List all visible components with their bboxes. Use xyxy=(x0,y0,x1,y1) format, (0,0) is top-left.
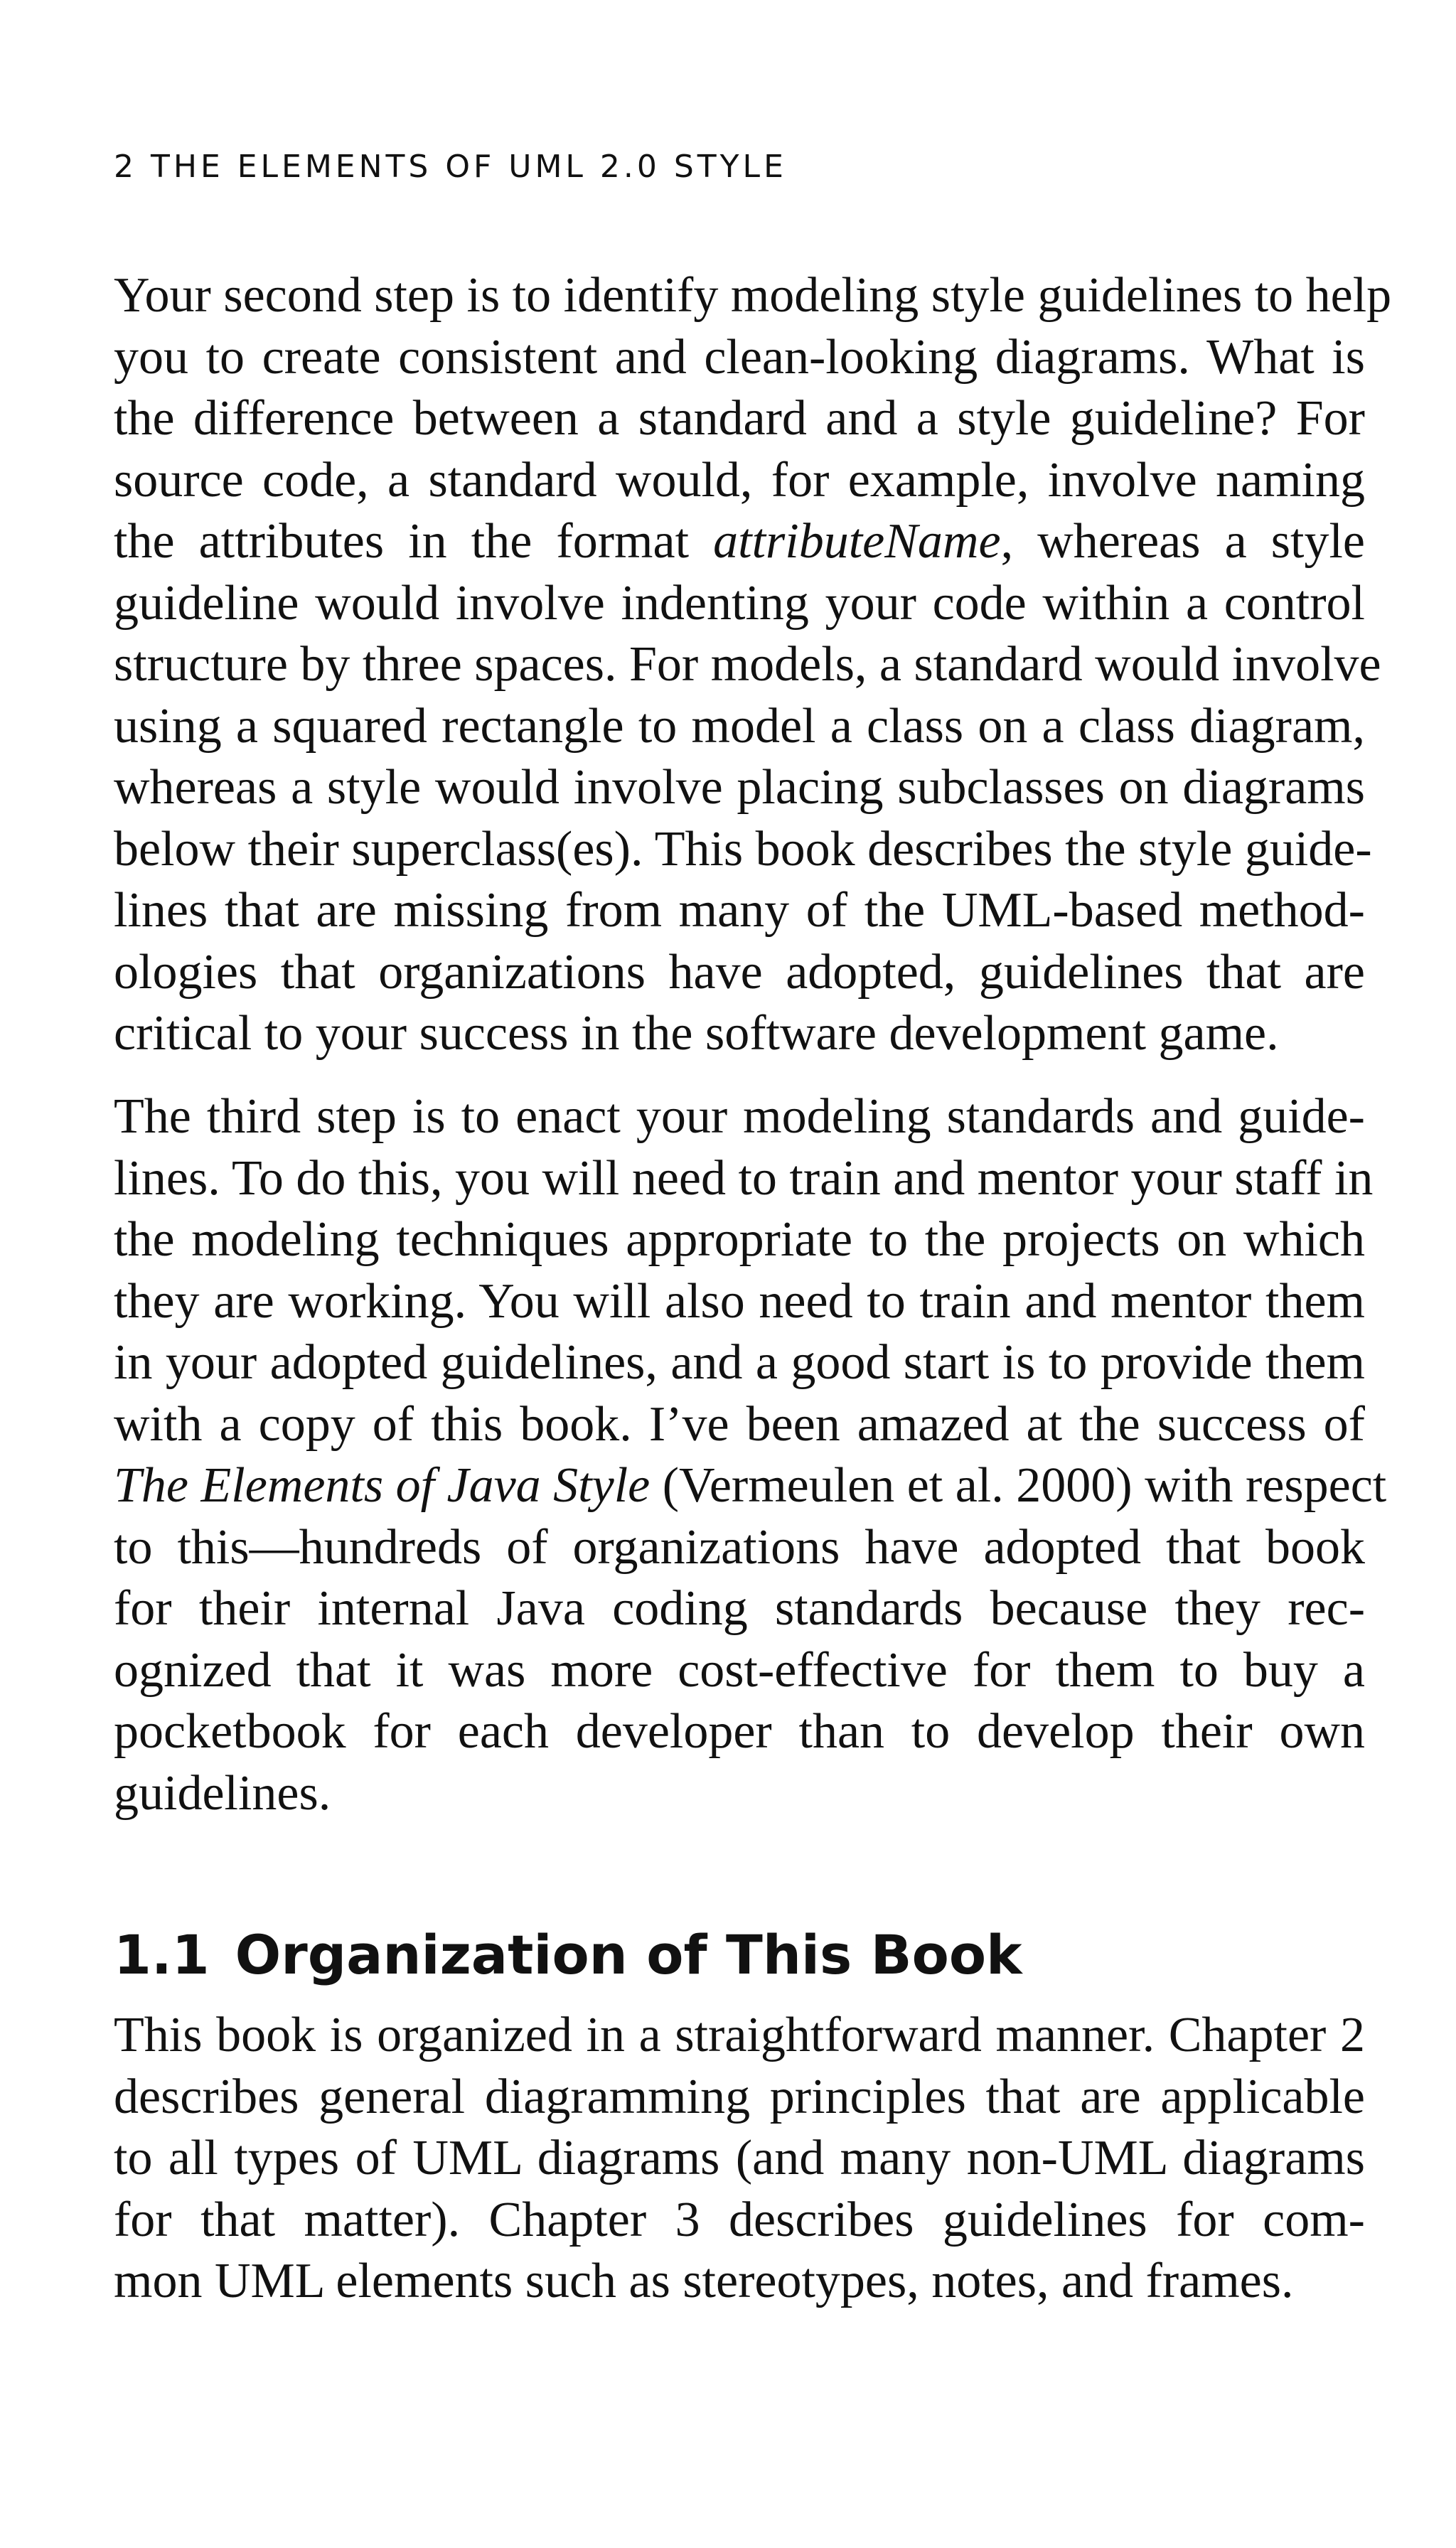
text-line: for that matter). Chapter 3 describes guidelines for com- xyxy=(114,2192,1365,2247)
text-line: for their internal Java coding standards because they rec- xyxy=(114,1581,1365,1636)
text-line: Your second step is to identify modeling style guidelines to help xyxy=(114,268,1392,323)
section-title: Organization of This Book xyxy=(235,1923,1022,1986)
paragraph-style-guidelines xyxy=(114,265,1392,1065)
section-number: 1.1 xyxy=(114,1923,210,1986)
text-line: lines that are missing from many of the UML-based method- xyxy=(114,883,1365,938)
text-line: in your adopted guidelines, and a good start is to provide them xyxy=(114,1335,1365,1390)
text-line: to this—hundreds of organizations have adopted that book xyxy=(114,1519,1365,1575)
text-line: pocketbook for each developer than to develop their own xyxy=(114,1704,1365,1759)
text-line: The Elements of Java Style (Vermeulen et al. 2000) with respect xyxy=(114,1458,1387,1513)
text-line: ologies that organizations have adopted, guidelines that are xyxy=(114,944,1365,1000)
text-line: the modeling techniques appropriate to the projects on which xyxy=(114,1212,1365,1267)
text-line: the difference between a standard and a style guideline? For xyxy=(114,391,1365,446)
text-line: guideline would involve indenting your code within a control xyxy=(114,575,1365,631)
text-line: with a copy of this book. I’ve been amazed at the success of xyxy=(114,1396,1365,1452)
section-heading xyxy=(114,1920,1022,1991)
running-head: 2 THE ELEMENTS OF UML 2.0 STYLE xyxy=(114,149,787,185)
text-line: ognized that it was more cost-effective for them to buy a xyxy=(114,1642,1365,1698)
text-line: whereas a style would involve placing subclasses on diagrams xyxy=(114,760,1365,815)
italic-term: attributeName xyxy=(713,514,1001,569)
text-line: to all types of UML diagrams (and many non-UML diagrams xyxy=(114,2131,1365,2185)
text-line: critical to your success in the software development game. xyxy=(114,1006,1279,1061)
text-line: you to create consistent and clean-looking diagrams. What is xyxy=(114,329,1365,385)
italic-term: The Elements of Java Style xyxy=(114,1458,651,1513)
paragraph-book-organization xyxy=(114,2005,1365,2313)
text-line: using a squared rectangle to model a class on a class diagram, xyxy=(114,698,1365,754)
text-line: guidelines. xyxy=(114,1765,331,1821)
text-line: source code, a standard would, for example, involve naming xyxy=(114,452,1365,508)
text-line: lines. To do this, you will need to train and mentor your staff in xyxy=(114,1150,1374,1206)
text-line: structure by three spaces. For models, a standard would involve xyxy=(114,637,1381,692)
text-line: The third step is to enact your modeling standards and guide- xyxy=(114,1089,1365,1144)
text-line: describes general diagramming principles that are applicable xyxy=(114,2069,1365,2124)
paragraph-enact-standards xyxy=(114,1086,1387,1824)
text-line: below their superclass(es). This book describes the style guide- xyxy=(114,821,1372,877)
text-line: the attributes in the format attributeName, whereas a style xyxy=(114,514,1365,569)
text-line: they are working. You will also need to train and mentor them xyxy=(114,1273,1365,1329)
text-line: This book is organized in a straightforward manner. Chapter 2 xyxy=(114,2008,1365,2062)
text-line: mon UML elements such as stereotypes, notes, and frames. xyxy=(114,2254,1294,2308)
